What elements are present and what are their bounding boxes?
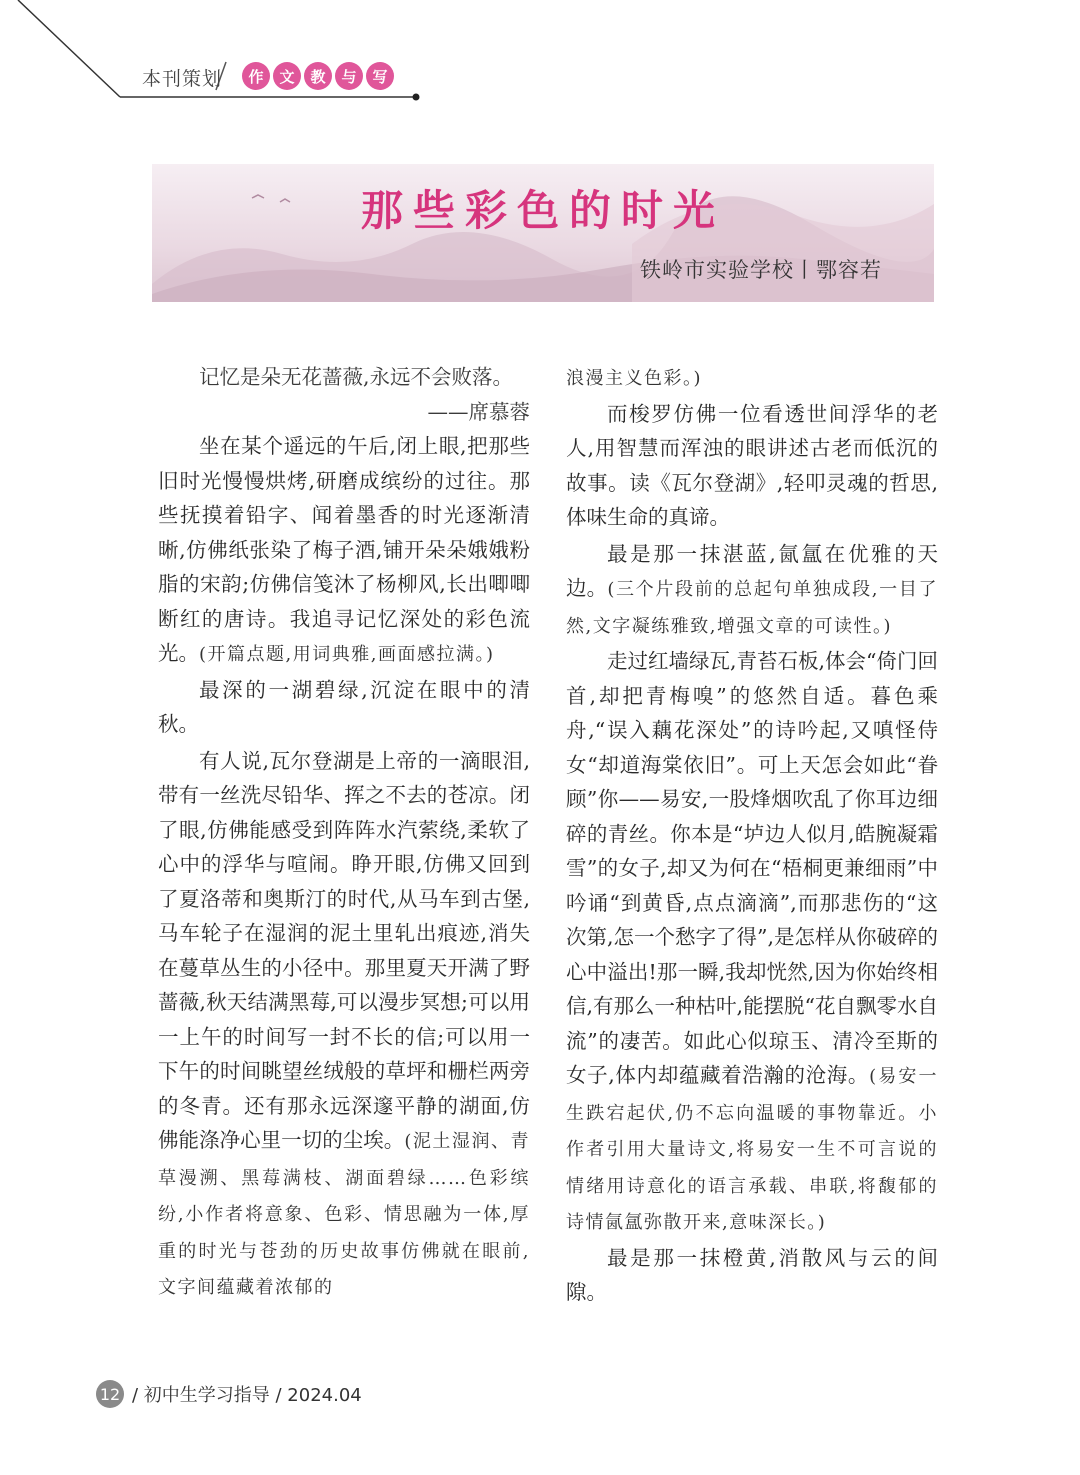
paragraph <box>566 644 938 1241</box>
paragraph-text: 坐在某个遥远的午后,闭上眼,把那些旧时光慢慢烘烤,研磨成缤纷的过往。那些抚摸着铅字、闻着墨香的时光逐渐清晰,仿佛纸张染了梅子酒,铺开朵朵娥娥粉脂的宋韵;仿佛信笺沐了杨柳风,长出唧唧断红的唐诗。我追寻记忆深处的彩色流光。 <box>158 434 530 665</box>
editor-comment: (泥土湿润、青草漫溯、黑莓满枝、湖面碧绿……色彩缤纷,小作者将意象、色彩、情思融为一体,厚重的时光与苍劲的历史故事仿佛就在眼前,文字间蕴藏着浓郁的 <box>158 1131 530 1298</box>
paragraph-text: 而梭罗仿佛一位看透世间浮华的老人,用智慧而浑浊的眼讲述古老而低沉的故事。读《瓦尔登湖》,轻叩灵魂的哲思,体味生命的真谛。 <box>566 401 938 529</box>
paragraph-text: 有人说,瓦尔登湖是上帝的一滴眼泪,带有一丝洗尽铅华、挥之不去的苍凉。闭了眼,仿佛能感受到阵阵水汽萦绕,柔软了心中的浮华与喧闹。睁开眼,仿佛又回到了夏洛蒂和奥斯汀的时代,从马车到古堡,马车轮子在湿润的泥土里轧出痕迹,消失在蔓草丛生的小径中。那里夏天开满了野蔷薇,秋天结满黑莓,可以漫步冥想;可以用一上午的时间写一封不长的信;可以用一下午的时间眺望丝绒般的草坪和栅栏两旁的冬青。还有那永远深邃平静的湖面,仿佛能涤净心里一切的尘埃。 <box>158 748 530 1152</box>
badge-char: 作 <box>242 62 270 90</box>
editor-comment: (易安一生跌宕起伏,仍不忘向温暖的事物靠近。小作者引用大量诗文,将易安一生不可言说的情绪用诗意化的语言承载、串联,将馥郁的诗情氤氲弥散开来,意味深长。) <box>566 1066 938 1233</box>
paragraph <box>566 360 938 397</box>
title-banner <box>152 164 934 302</box>
section-label: 本刊策划 <box>142 68 223 90</box>
header-decoration <box>0 0 1080 110</box>
epigraph-source: ——席慕蓉 <box>427 399 530 424</box>
paragraph-text: 最是那一抹橙黄,消散风与云的间隙。 <box>566 1245 938 1304</box>
badge-char: 写 <box>366 62 394 90</box>
paragraph <box>566 397 938 537</box>
badge-char: 与 <box>335 62 363 90</box>
paragraph <box>566 1241 938 1312</box>
article-title: 那些彩色的时光 <box>360 186 725 235</box>
badge-char: 文 <box>273 62 301 90</box>
paragraph-text: 走过红墙绿瓦,青苔石板,体会“倚门回首,却把青梅嗅”的悠然自适。暮色乘舟,“误入藕花深处”的诗吟起,又嗔怪侍女“却道海棠依旧”。可上天怎会如此“眷顾”你——易安,一股烽烟吹乱了你耳边细碎的青丝。你本是“垆边人似月,皓腕凝霜雪”的女子,却又为何在“梧桐更兼细雨”中吟诵“到黄昏,点点滴滴”,而那悲伤的“这次第,怎一个愁字了得”,是怎样从你破碎的心中溢出!那一瞬,我却恍然,因为你始终相信,有那么一种枯叶,能摆脱“花自飘零水自流”的凄苦。如此心似琼玉、清冷至斯的女子,体内却蕴藏着浩瀚的沧海。 <box>566 649 939 1087</box>
paragraph <box>158 744 530 1306</box>
publication-info: / 初中生学习指导 / 2024.04 <box>132 1385 362 1406</box>
right-column <box>566 360 938 1312</box>
editor-comment: (开篇点题,用词典雅,画面感拉满。) <box>199 644 495 665</box>
badge-char: 教 <box>304 62 332 90</box>
page-footer <box>96 1380 362 1408</box>
editor-comment: 浪漫主义色彩。) <box>566 368 703 389</box>
page-number: 12 <box>96 1380 124 1408</box>
column-badges <box>242 62 394 90</box>
paragraph <box>158 673 530 744</box>
paragraph <box>158 429 530 673</box>
editor-comment: (三个片段前的总起句单独成段,一目了然,文字凝练雅致,增强文章的可读性。) <box>566 579 938 637</box>
paragraph-text: 最深的一湖碧绿,沉淀在眼中的清秋。 <box>158 677 530 736</box>
paragraph <box>566 537 938 645</box>
left-column <box>158 360 530 1306</box>
paragraph-text: 最是那一抹湛蓝,氤氲在优雅的天边。 <box>566 541 938 600</box>
author-line: 铁岭市实验学校丨鄂容若 <box>640 258 882 282</box>
epigraph: 记忆是朵无花蔷薇,永远不会败落。 <box>199 365 514 389</box>
